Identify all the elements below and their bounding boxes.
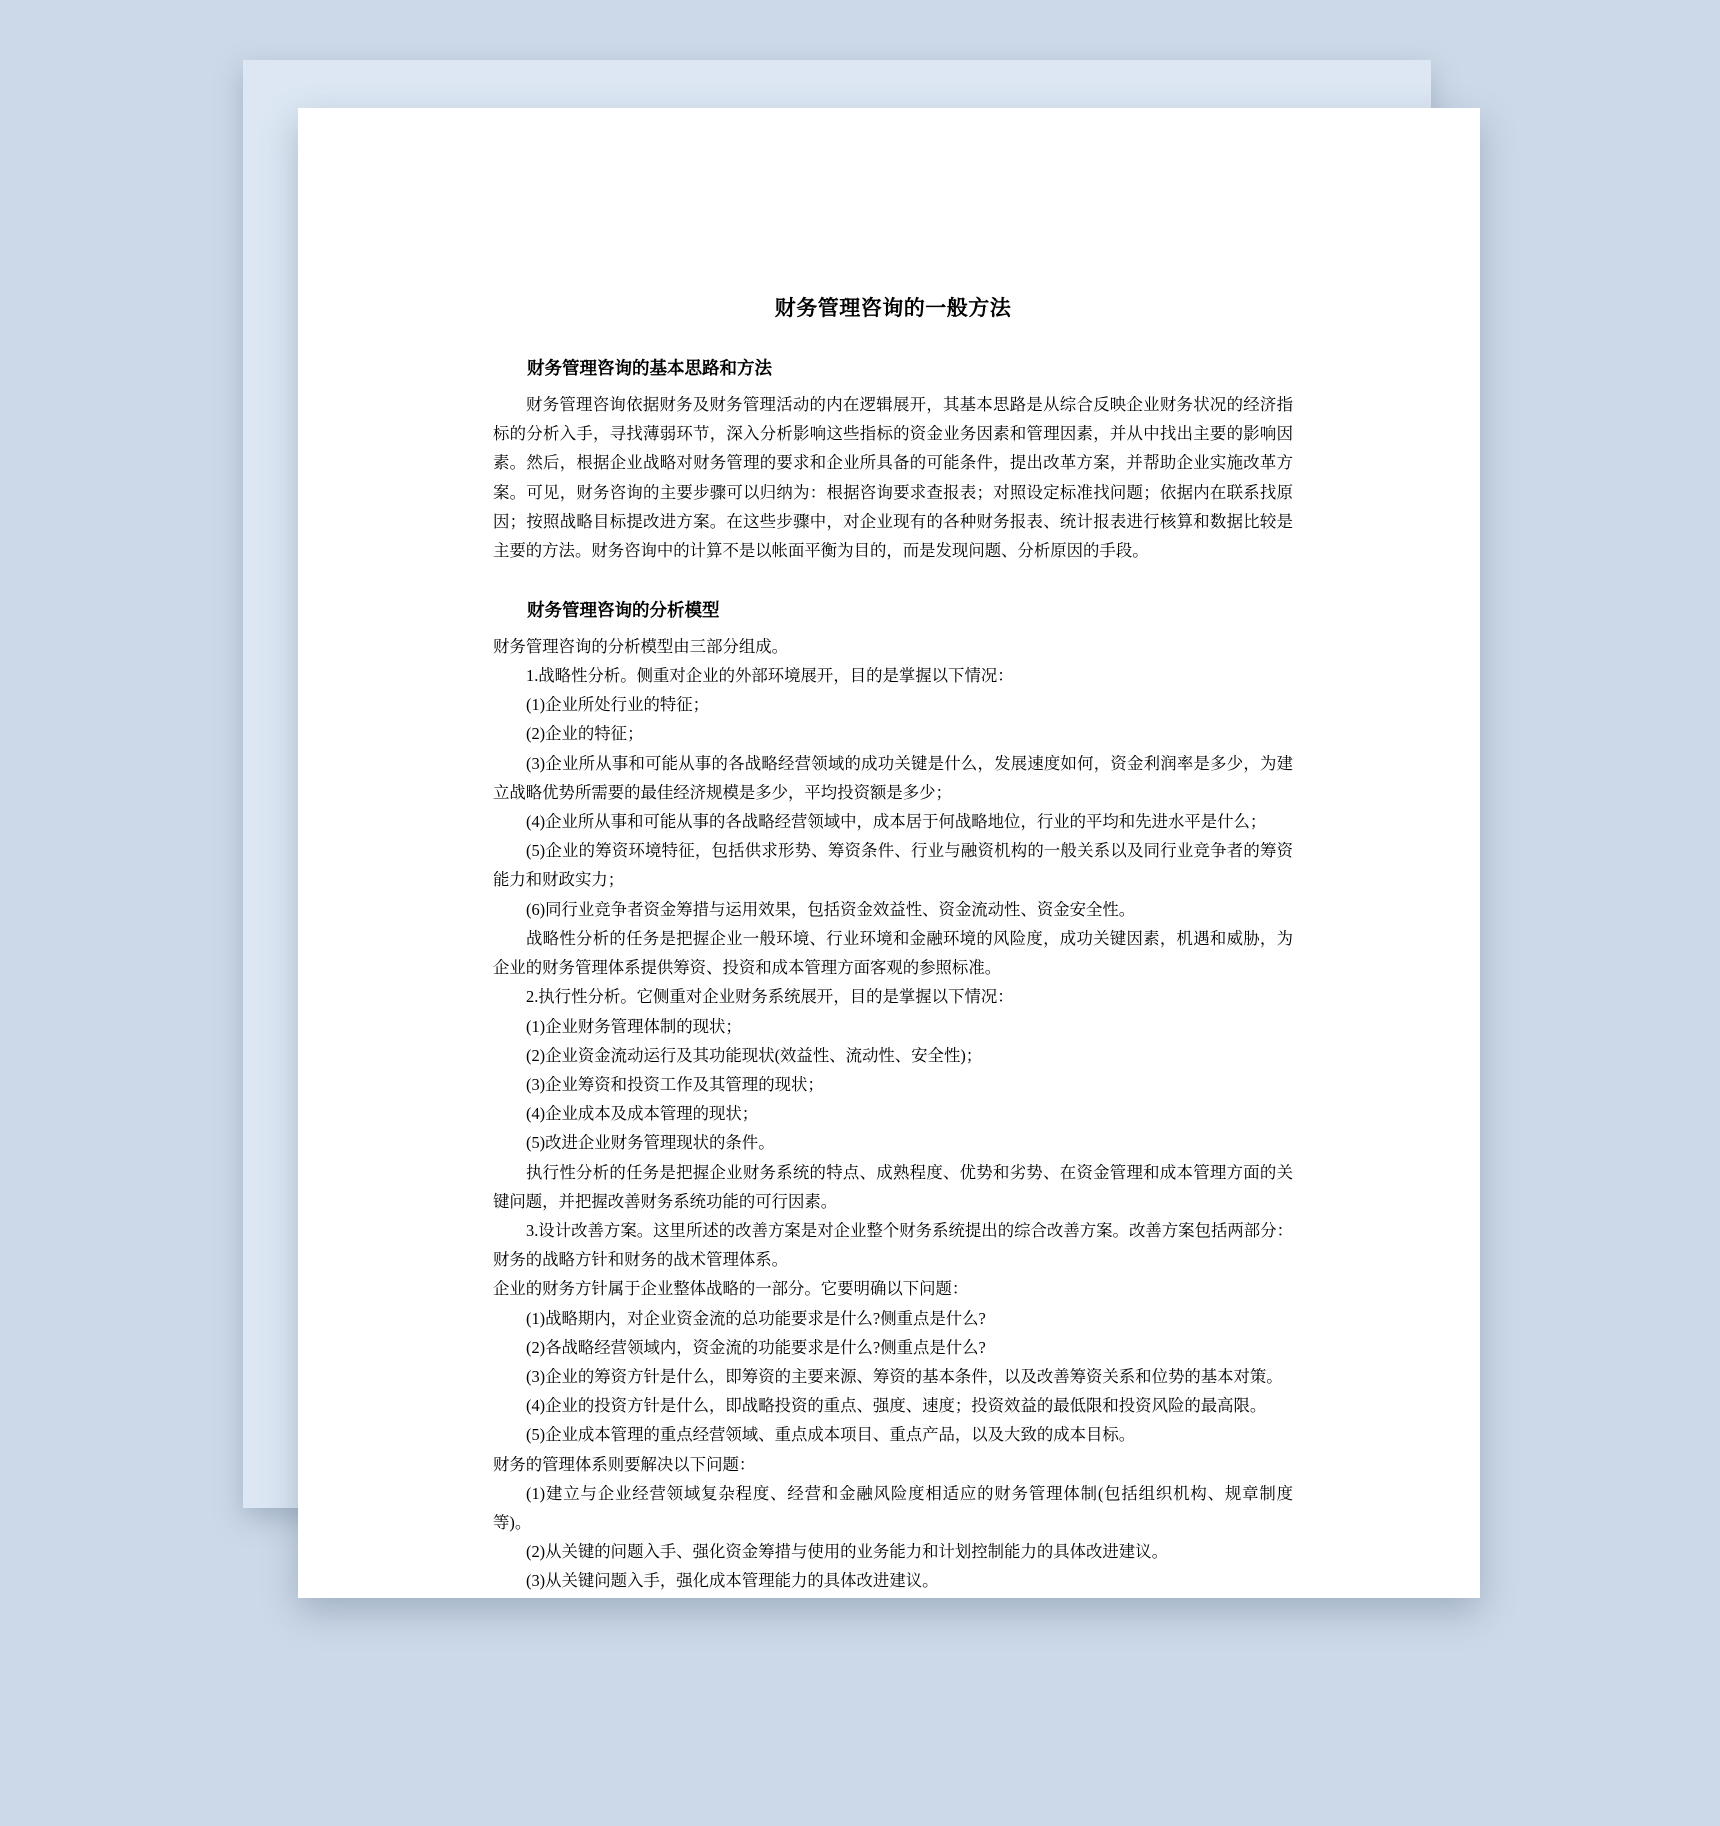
section-heading: 财务管理咨询的基本思路和方法 <box>527 358 772 379</box>
paragraph: (3)企业的筹资方针是什么，即筹资的主要来源、筹资的基本条件，以及改善筹资关系和位势的基本对策。 <box>526 1366 1283 1386</box>
paragraph: (2)企业资金流动运行及其功能现状(效益性、流动性、安全性)； <box>526 1045 983 1065</box>
paragraph: (4)企业所从事和可能从事的各战略经营领域中，成本居于何战略地位，行业的平均和先进水平是什么； <box>526 812 1267 832</box>
paragraph: (1)企业所处行业的特征； <box>526 695 710 715</box>
paragraph: 2.执行性分析。它侧重对企业财务系统展开，目的是掌握以下情况： <box>526 987 1014 1007</box>
paragraph: 企业的财务方针属于企业整体战略的一部分。它要明确以下问题： <box>493 1279 969 1299</box>
paragraph: 1.战略性分析。侧重对企业的外部环境展开，目的是掌握以下情况： <box>526 666 1014 686</box>
paragraph: (5)改进企业财务管理现状的条件。 <box>526 1133 775 1153</box>
paragraph: 3.设计改善方案。这里所述的改善方案是对企业整个财务系统提出的综合改善方案。改善方案包括两部分：财务的战略方针和财务的战术管理体系。 <box>493 1220 1293 1270</box>
paragraph: (3)企业筹资和投资工作及其管理的现状； <box>526 1074 824 1094</box>
section-basic-approach <box>493 353 1293 565</box>
paragraph: (3)从关键问题入手，强化成本管理能力的具体改进建议。 <box>526 1571 939 1591</box>
paragraph: 财务管理咨询依据财务及财务管理活动的内在逻辑展开，其基本思路是从综合反映企业财务状况的经济指标的分析入手，寻找薄弱环节，深入分析影响这些指标的资金业务因素和管理因素，并从中找出主要的影响因素。然后，根据企业战略对财务管理的要求和企业所具备的可能条件，提出改革方案，并帮助企业实施改革方案。可见，财务咨询的主要步骤可以归纳为：根据咨询要求查报表；对照设定标准找问题；依据内在联系找原因；按照战略目标提改进方案。在这些步骤中，对企业现有的各种财务报表、统计报表进行核算和数据比较是主要的方法。财务咨询中的计算不是以帐面平衡为目的，而是发现问题、分析原因的手段。 <box>493 395 1293 561</box>
document-body <box>493 294 1293 1596</box>
paragraph: (6)同行业竞争者资金筹措与运用效果，包括资金效益性、资金流动性、资金安全性。 <box>526 899 1136 919</box>
paragraph: (2)从关键的问题入手、强化资金筹措与使用的业务能力和计划控制能力的具体改进建议。 <box>526 1542 1168 1562</box>
paragraph: 战略性分析的任务是把握企业一般环境、行业环境和金融环境的风险度，成功关键因素，机遇和威胁，为企业的财务管理体系提供筹资、投资和成本管理方面客观的参照标准。 <box>493 928 1293 978</box>
paragraph: (2)各战略经营领域内，资金流的功能要求是什么?侧重点是什么? <box>526 1337 986 1357</box>
paragraph: (1)建立与企业经营领域复杂程度、经营和金融风险度相适应的财务管理体制(包括组织机构、规章制度等)。 <box>493 1483 1293 1532</box>
paragraph: (3)企业所从事和可能从事的各战略经营领域的成功关键是什么，发展速度如何，资金利润率是多少，为建立战略优势所需要的最佳经济规模是多少，平均投资额是多少； <box>493 753 1293 802</box>
paragraph: (1)企业财务管理体制的现状； <box>526 1016 742 1036</box>
section-heading: 财务管理咨询的分析模型 <box>527 600 720 621</box>
paragraph: (2)企业的特征； <box>526 724 644 744</box>
page-title: 财务管理咨询的一般方法 <box>774 296 1012 320</box>
paragraph: (5)企业成本管理的重点经营领域、重点成本项目、重点产品，以及大致的成本目标。 <box>526 1425 1136 1445</box>
paragraph: (1)战略期内，对企业资金流的总功能要求是什么?侧重点是什么? <box>526 1308 986 1328</box>
paragraph: 财务管理咨询的分析模型由三部分组成。 <box>493 636 789 656</box>
paragraph: (4)企业成本及成本管理的现状； <box>526 1104 759 1124</box>
paragraph: (4)企业的投资方针是什么，即战略投资的重点、强度、速度；投资效益的最低限和投资风险的最高限。 <box>526 1396 1267 1416</box>
paragraph: 财务的管理体系则要解决以下问题： <box>493 1454 756 1474</box>
section-analysis-model <box>493 595 1293 1595</box>
document-page <box>298 108 1480 1598</box>
paragraph: (5)企业的筹资环境特征，包括供求形势、筹资条件、行业与融资机构的一般关系以及同行业竞争者的筹资能力和财政实力； <box>493 841 1293 890</box>
paragraph: 执行性分析的任务是把握企业财务系统的特点、成熟程度、优势和劣势、在资金管理和成本管理方面的关键问题，并把握改善财务系统功能的可行因素。 <box>493 1162 1293 1211</box>
